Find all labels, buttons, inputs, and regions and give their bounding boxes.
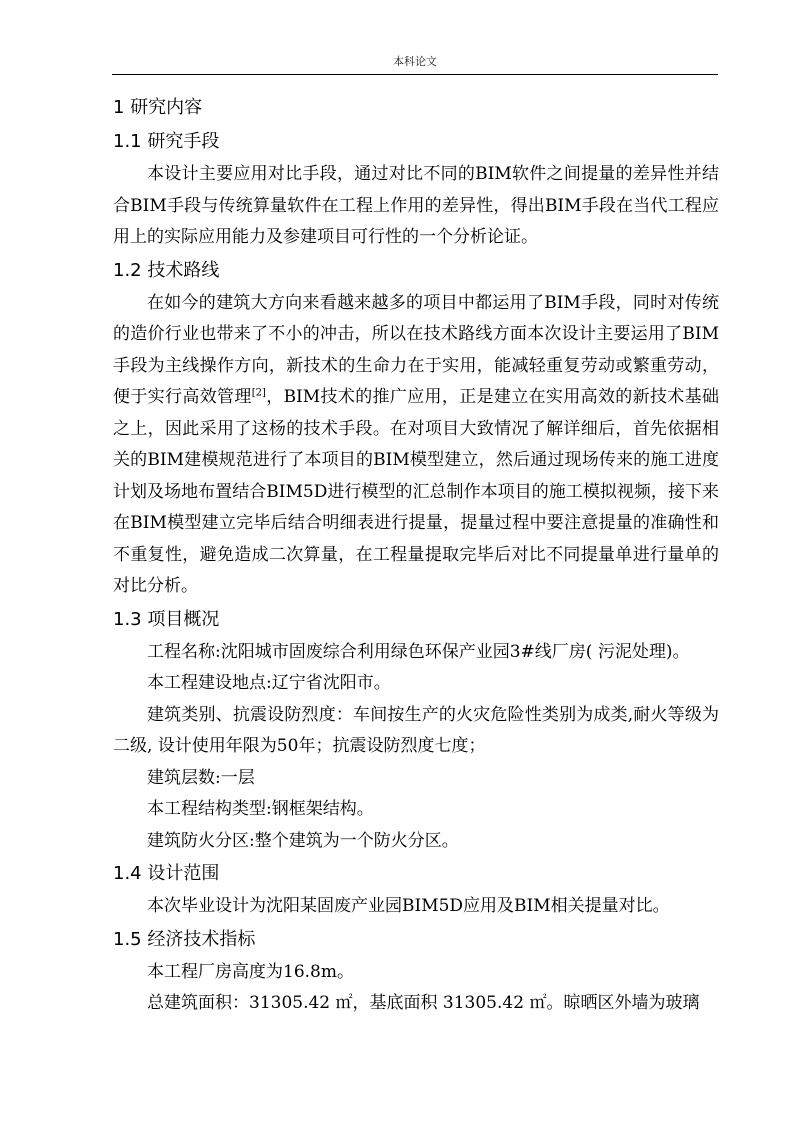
paragraph-design-scope: 本次毕业设计为沈阳某固废产业园BIM5D应用及BIM相关提量对比。 <box>147 896 670 916</box>
heading-1-1: 1.1 研究手段 <box>113 131 220 152</box>
heading-1-5: 1.5 经济技术指标 <box>113 928 256 950</box>
paragraph-project-name: 工程名称:沈阳城市固废综合利用绿色环保产业园3#线厂房( 污泥处理)。 <box>147 641 690 662</box>
paragraph-research-methods: 本设计主要应用对比手段，通过对比不同的BIM软件之间提量的差异性并结合BIM手段与传统算量软件在工程上作用的差异性，得出BIM手段在当代工程应用上的实际应用能力及参建项目可行性的一个分析论证。 <box>113 164 719 247</box>
header-divider <box>112 74 718 75</box>
paragraph-building-category: 建筑类别、抗震设防烈度：车间按生产的火灾危险性类别为成类,耐火等级为二级, 设计使用年限为50年；抗震设防烈度七度； <box>113 704 719 756</box>
technical-route-text-a: 在如今的建筑大方向来看越来越多的项目中都运用了BIM手段，同时对传统的造价行业也带来了不小的冲击，所以在技术路线方面本次设计主要运用了BIM手段为主线操作方向，新技术的生命力在于实用，能减轻重复劳动或繁重劳动，便于实行高效管理 <box>113 292 719 407</box>
heading-1-2: 1.2 技术路线 <box>113 259 220 281</box>
paragraph-floors: 建筑层数:一层 <box>147 767 255 788</box>
heading-1-4: 1.4 设计范围 <box>113 863 220 884</box>
document-body <box>113 91 719 1020</box>
paragraph-structure-type: 本工程结构类型:钢框架结构。 <box>147 799 374 819</box>
technical-route-text-b: ，BIM技术的推广应用，正是建立在实用高效的新技术基础之上，因此采用了这杨的技术手段。在对项目大致情况了解详细后，首先依据相关的BIM建模规范进行了本项目的BIM模型建立，然后通过现场传来的施工进度计划及场地布置结合BIM5D进行模型的汇总制作本项目的施工模拟视频，接下来在BIM模型建立完毕后结合明细表进行提量，提量过程中要注意提量的准确性和不重复性，避免造成二次算量，在工程量提取完毕后对比不同提量单进行量单的对比分析。 <box>113 387 719 596</box>
paragraph-technical-route <box>113 288 719 603</box>
paragraph-fire-zone: 建筑防火分区:整个建筑为一个防火分区。 <box>147 830 459 851</box>
page-header: 本科论文 <box>393 55 437 68</box>
heading-1-3: 1.3 项目概况 <box>113 608 220 630</box>
paragraph-building-area: 总建筑面积：31305.42 ㎡，基底面积 31305.42 ㎡。晾晒区外墙为玻璃 <box>147 993 700 1013</box>
paragraph-building-height: 本工程厂房高度为16.8m。 <box>147 961 354 982</box>
heading-1: 1 研究内容 <box>113 97 203 118</box>
paragraph-project-location: 本工程建设地点:辽宁省沈阳市。 <box>147 673 391 693</box>
citation-ref: [2] <box>251 387 266 399</box>
